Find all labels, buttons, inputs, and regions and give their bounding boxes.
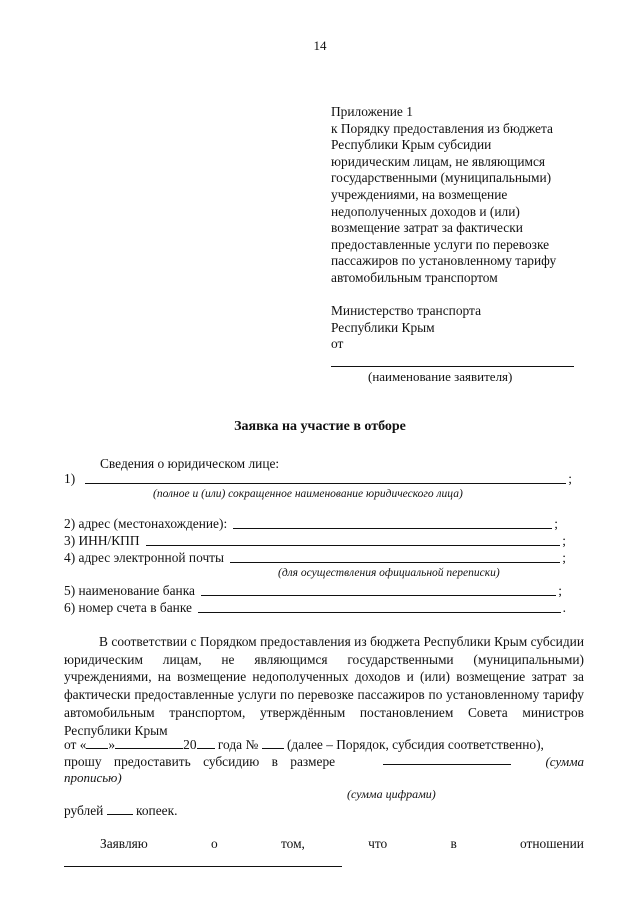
date-year: 20 xyxy=(183,737,197,752)
amount-words-hint-1: (сумма xyxy=(545,754,584,769)
address-input[interactable] xyxy=(233,517,552,529)
request-prefix: прошу предоставить субсидию в размере xyxy=(64,754,336,769)
date-god: года № xyxy=(217,737,259,752)
appendix-line: предоставленные услуги по перевозке xyxy=(331,236,550,252)
legal-name-hint: (полное и (или) сокращенное наименование юридического лица) xyxy=(153,488,463,500)
field-legal-name xyxy=(64,471,572,487)
field-inn-kpp xyxy=(64,533,566,549)
declare-word: отношении xyxy=(519,836,584,851)
field-4-end: ; xyxy=(562,550,566,565)
month-input[interactable] xyxy=(115,737,183,749)
field-5-end: ; xyxy=(558,583,562,598)
field-1-label: 1) xyxy=(64,471,76,486)
field-2-label: 2) адрес (местонахождение): xyxy=(64,516,228,531)
field-2-end: ; xyxy=(554,516,558,531)
bank-name-input[interactable] xyxy=(201,584,556,596)
account-number-input[interactable] xyxy=(198,601,561,613)
appendix-line: недополученных доходов и (или) xyxy=(331,203,520,219)
declaration-line xyxy=(100,836,584,852)
date-rest: (далее – Порядок, субсидия соответственно), xyxy=(286,737,544,752)
rubles-line xyxy=(64,803,177,819)
appendix-line: автомобильным транспортом xyxy=(331,269,498,285)
day-input[interactable] xyxy=(86,737,108,749)
declare-word: том, xyxy=(280,836,305,851)
recipient-line-2: Республики Крым xyxy=(331,319,435,335)
request-line xyxy=(64,753,584,770)
email-input[interactable] xyxy=(230,551,560,563)
appendix-line: государственными (муниципальными) xyxy=(331,170,552,186)
body-paragraph xyxy=(64,633,584,739)
appendix-line: пассажиров по установленному тарифу xyxy=(331,253,557,269)
body-text: В соответствии с Порядком предоставления из бюджета Республики Крым субсидии юридическим лицам, не являющимся государственными (муниципальными) учреждениями, на возмещение недополученных доходов и (или) возмещение затрат за фактически предоставленные услуги по перевозке пассажиров по установленному тарифу автомобильным транспортом, утверждённым постановлением Совета министров Республики Крым xyxy=(64,634,584,738)
declare-word: в xyxy=(450,836,457,851)
field-1-end: ; xyxy=(568,471,572,486)
amount-words-input[interactable] xyxy=(383,753,511,765)
declare-word: что xyxy=(368,836,388,851)
field-5-label: 5) наименование банка xyxy=(64,583,195,598)
applicant-name-caption: (наименование заявителя) xyxy=(368,369,513,384)
declare-word: о xyxy=(211,836,218,851)
field-account xyxy=(64,600,566,616)
kopecks-input[interactable] xyxy=(107,803,133,815)
amount-words-hint-2: прописью) xyxy=(64,770,122,785)
field-6-label: 6) номер счета в банке xyxy=(64,600,192,615)
declare-word: Заявляю xyxy=(100,836,148,851)
recipient-from: от xyxy=(331,336,344,352)
year-input[interactable] xyxy=(197,737,215,749)
date-from: от « xyxy=(64,737,87,752)
recipient-block xyxy=(331,303,481,353)
recipient-line-1: Министерство транспорта xyxy=(331,303,482,318)
appendix-line: к Порядку предоставления из бюджета xyxy=(331,120,553,136)
email-hint: (для осуществления официальной переписки) xyxy=(278,567,500,579)
appendix-line: юридическим лицам, не являющимся xyxy=(331,153,546,169)
appendix-line: возмещение затрат за фактически xyxy=(331,220,523,236)
field-email xyxy=(64,550,566,566)
legal-name-input[interactable] xyxy=(85,472,566,484)
field-address xyxy=(64,516,558,532)
field-3-end: ; xyxy=(562,533,566,548)
page-number: 14 xyxy=(313,38,327,53)
field-3-label: 3) ИНН/КПП xyxy=(64,533,140,548)
resolution-number-input[interactable] xyxy=(262,737,284,749)
field-bank-name xyxy=(64,583,562,599)
inn-kpp-input[interactable] xyxy=(146,534,561,546)
date-quote: » xyxy=(108,737,116,752)
section-heading: Сведения о юридическом лице: xyxy=(100,456,280,471)
kopecks-label: копеек. xyxy=(136,803,178,818)
document-title: Заявка на участие в отборе xyxy=(234,419,406,434)
date-line xyxy=(64,736,544,753)
declaration-blank-line[interactable] xyxy=(64,866,342,867)
field-6-end: . xyxy=(562,600,566,615)
amount-digits-hint: (сумма цифрами) xyxy=(347,787,436,801)
appendix-header xyxy=(331,104,556,287)
appendix-line: Республики Крым субсидии xyxy=(331,137,492,153)
appendix-line: учреждениями, на возмещение xyxy=(331,186,508,202)
field-4-label: 4) адрес электронной почты xyxy=(64,550,225,565)
rubles-label: рублей xyxy=(64,803,104,818)
appendix-line: Приложение 1 xyxy=(331,104,413,119)
applicant-name-line[interactable] xyxy=(331,366,574,367)
